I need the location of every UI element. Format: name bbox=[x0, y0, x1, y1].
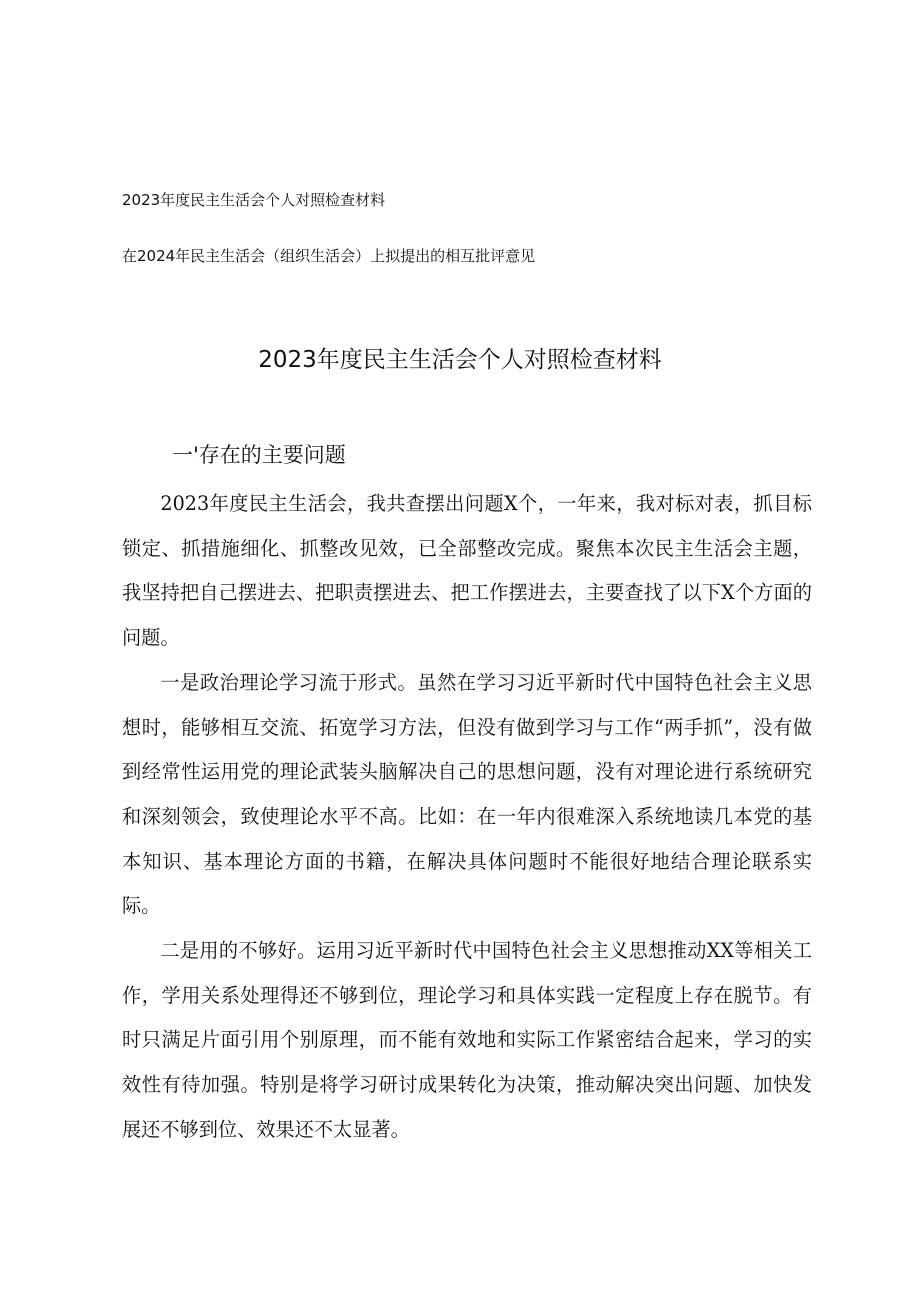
document-body bbox=[122, 482, 812, 1153]
paragraph-problem-2: 二是用的不够好。运用习近平新时代中国特色社会主义思想推动XX等相关工作，学用关系处理得还不够到位，理论学习和具体实践一定程度上存在脱节。有时只满足片面引用个别原理，而不能有效地和实际工作紧密结合起来，学习的实效性有待加强。特别是将学习研讨成果转化为决策，推动解决突出问题、加快发展还不够到位、效果还不太显著。 bbox=[122, 939, 812, 1141]
toc-item-personal-review[interactable]: 2023年度民主生活会个人对照检查材料 bbox=[122, 191, 386, 209]
toc-item-mutual-criticism[interactable]: 在2024年民主生活会（组织生活会）上拟提出的相互批评意见 bbox=[122, 247, 536, 265]
section-heading-main-problems: 一'存在的主要问题 bbox=[172, 443, 346, 467]
paragraph-problem-1: 一是政治理论学习流于形式。虽然在学习习近平新时代中国特色社会主义思想时，能够相互交流、拓宽学习方法，但没有做到学习与工作“两手抓”，没有做到经常性运用党的理论武装头脑解决自己的思想问题，没有对理论进行系统研究和深刻领会，致使理论水平不高。比如：在一年内很难深入系统地读几本党的基本知识、基本理论方面的书籍，在解决具体问题时不能很好地结合理论联系实际。 bbox=[122, 670, 812, 918]
paragraph-intro: 2023年度民主生活会，我共查摆出问题X个，一年来，我对标对表，抓目标锁定、抓措施细化、抓整改见效，已全部整改完成。聚焦本次民主生活会主题，我坚持把自己摆进去、把职责摆进去、把工作摆进去，主要查找了以下X个方面的问题。 bbox=[122, 492, 812, 650]
document-title: 2023年度民主生活会个人对照检查材料 bbox=[258, 347, 662, 373]
